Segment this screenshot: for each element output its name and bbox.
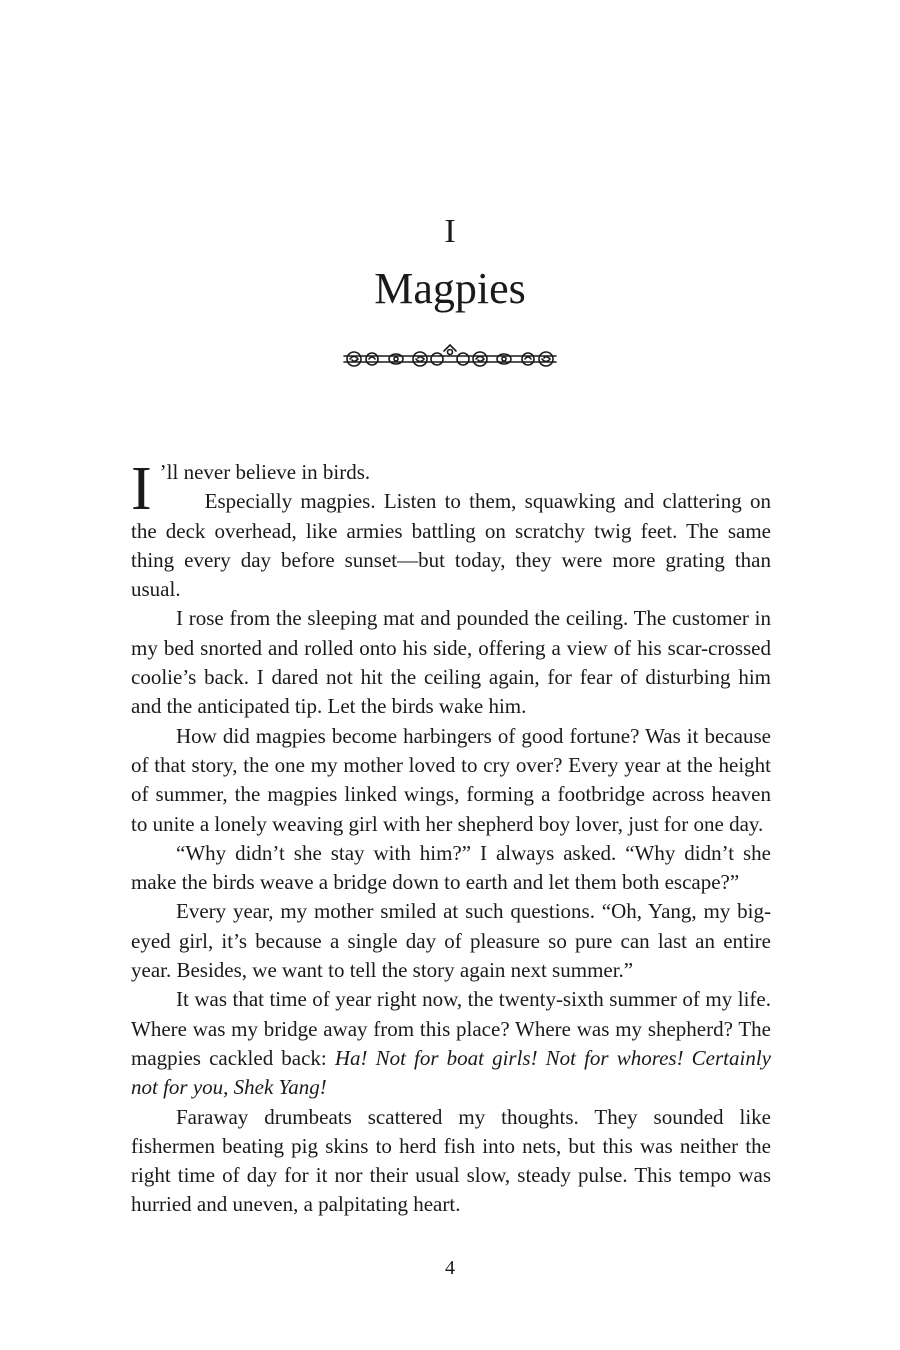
italic-text: Ha! Not for boat girls! Not for whores! Certainly not for you, Shek Yang! [131,1045,771,1100]
chapter-body [131,455,771,1220]
chapter-title: Magpies [374,264,526,313]
paragraph: Every year, my mother smiled at such questions. “Oh, Yang, my big-eyed girl, it’s because a single day of pleasure so pure can last an entire year. Besides, we want to tell the story again next summer.” [131,899,771,983]
paragraph: Especially magpies. Listen to them, squawking and clattering on the deck overhead, like armies battling on scratchy twig feet. The same thing every day before sunset—but today, they were more grating than usual. [131,489,771,602]
paragraph [131,985,771,1102]
paragraph-text: ’ll never believe in birds. [159,460,371,484]
paragraph [131,455,771,523]
drop-cap: I [131,455,152,523]
paragraph: I rose from the sleeping mat and pounded the ceiling. The customer in my bed snorted and rolled onto his side, offering a view of his scar-crossed coolie’s back. I dared not hit the ceiling again, for fear of disturbing him and the anticipated tip. Let the birds wake him. [131,606,771,719]
paragraph-text: It was that time of year right now, the twenty-sixth summer of my life. Where was my bridge away from this place? Where was my shepherd? The magpies cackled back: [131,987,771,1070]
paragraph: “Why didn’t she stay with him?” I always asked. “Why didn’t she make the birds weave a bridge down to earth and let them both escape?” [131,840,771,895]
paragraph: Faraway drumbeats scattered my thoughts. They sounded like fishermen beating pig skins to herd fish into nets, but this was neither the right time of day for it nor their usual slow, steady pulse. This tempo was hurried and uneven, a palpitating heart. [131,1104,771,1217]
chapter-number: I [444,213,456,250]
page-number: 4 [445,1257,455,1279]
paragraph: How did magpies become harbingers of good fortune? Was it because of that story, the one my mother loved to cry over? Every year at the height of summer, the magpies linked wings, forming a footbridge across heaven to unite a lonely weaving girl with her shepherd boy lover, just for one day. [131,723,771,836]
scroll-ornament-icon [340,338,560,372]
